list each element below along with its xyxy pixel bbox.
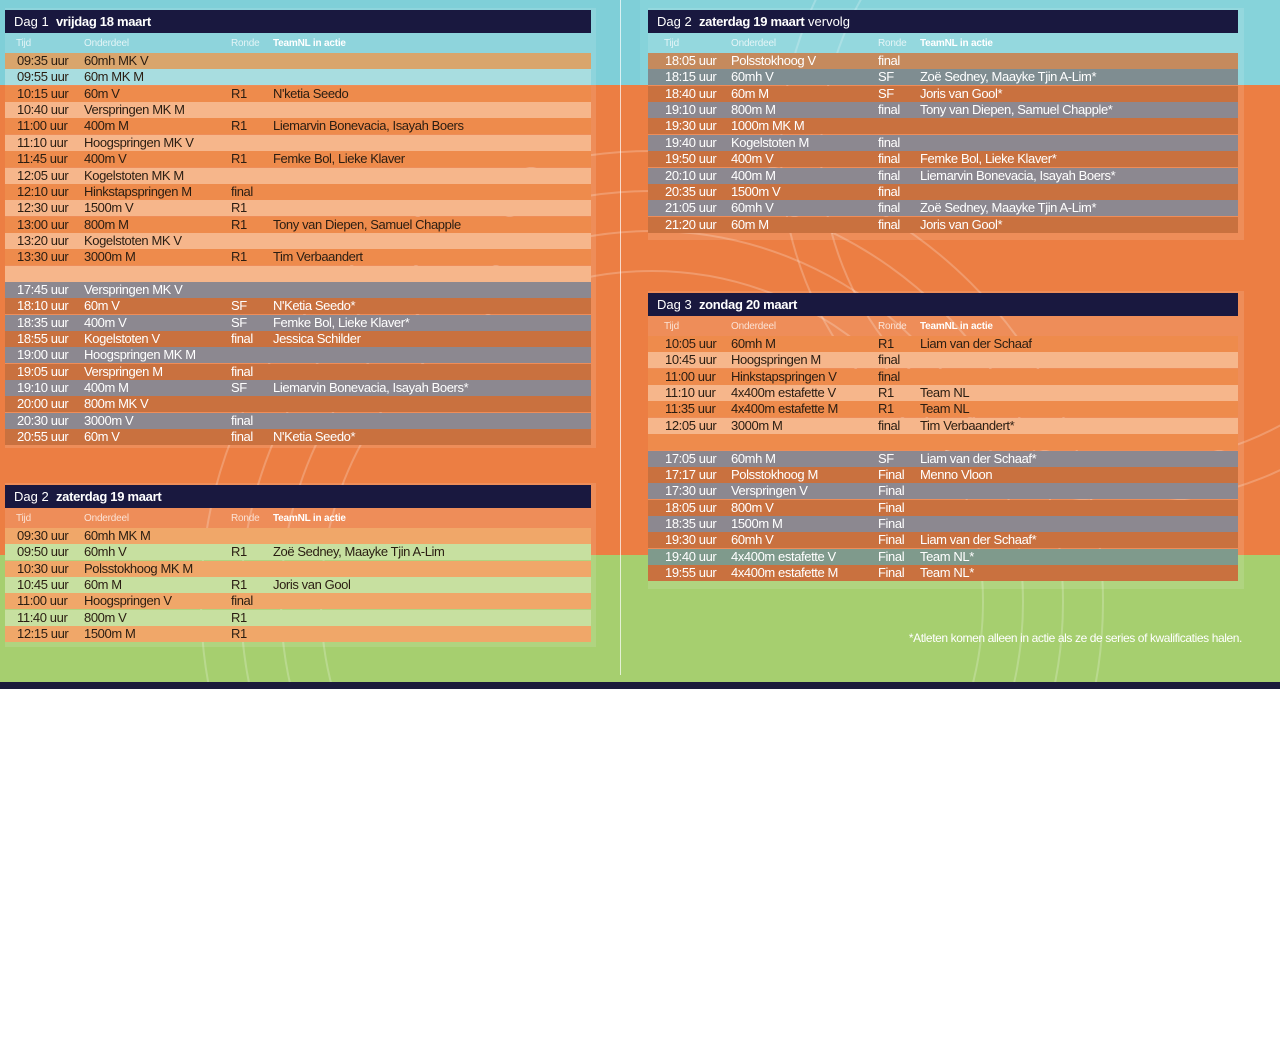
day-title: zondag 20 maart [698,297,798,312]
cell-time: 19:00 uur [17,347,69,363]
cell-event: 60mh V [731,200,774,216]
cell-team: Joris van Gool* [920,85,1003,101]
cell-time: 11:10 uur [17,134,68,150]
cell-team: Team NL* [920,548,974,564]
table-row [5,266,591,282]
cell-time: 09:55 uur [17,69,69,85]
table-row [648,217,1238,233]
cell-round: final [878,352,900,368]
table-row [5,429,591,445]
table-row [5,233,591,249]
cell-round: final [231,363,253,379]
table-row [5,298,591,314]
cell-time: 18:10 uur [17,298,69,314]
table-row [5,151,591,167]
cell-time: 11:35 uur [665,401,716,417]
table-row [5,347,591,363]
cell-event: 400m V [84,151,127,167]
cell-event: 60m V [84,298,120,314]
day-suffix: vervolg [808,14,850,29]
column-head-event: Onderdeel [84,513,129,524]
cell-event: Hoogspringen M [731,352,821,368]
column-head-team: TeamNL in actie [920,321,993,332]
cell-event: 60mh V [731,532,774,548]
cell-time: 20:55 uur [17,429,69,445]
cell-round: final [231,593,253,609]
cell-event: 1500m M [731,515,783,531]
cell-time: 17:30 uur [665,483,717,499]
table-row [648,151,1238,167]
table-row [5,544,591,560]
table-row [5,396,591,412]
table-row [648,336,1238,352]
cell-team: Zoë Sedney, Maayke Tjin A-Lim [273,544,445,560]
cell-round: Final [878,532,905,548]
table-row [5,610,591,626]
cell-event: 800m V [731,499,774,515]
cell-round: R1 [231,609,247,625]
day-prefix: Dag 2 [14,489,49,504]
cell-event: Polsstokhoog MK M [84,560,193,576]
table-row [5,53,591,69]
cell-time: 10:30 uur [17,560,69,576]
cell-event: 1500m M [84,626,136,642]
cell-team: Liemarvin Bonevacia, Isayah Boers* [920,167,1116,183]
column-head-time: Tijd [16,513,31,524]
cell-time: 21:05 uur [665,200,717,216]
cell-time: 10:45 uur [17,577,69,593]
cell-round: final [878,102,900,118]
table-row [648,418,1238,434]
day-title: zaterdag 19 maart [698,14,805,29]
column-head-time: Tijd [664,38,679,49]
cell-time: 18:40 uur [665,85,717,101]
cell-round: Final [878,466,905,482]
cell-time: 21:20 uur [665,216,717,232]
page-divider [620,0,621,675]
cell-event: 60mh V [731,69,774,85]
cell-round: Final [878,483,905,499]
table-row [648,135,1238,151]
cell-time: 12:10 uur [17,183,69,199]
cell-round: R1 [231,216,247,232]
cell-time: 10:05 uur [665,336,717,351]
cell-event: Hoogspringen MK M [84,347,196,363]
table-row [648,385,1238,401]
cell-time: 11:10 uur [665,385,716,401]
column-head-round: Ronde [878,321,907,332]
cell-round: SF [878,85,894,101]
cell-round: final [231,429,253,445]
cell-team: Joris van Gool [273,577,351,593]
table-row [648,434,1238,450]
cell-round: R1 [878,336,894,351]
cell-time: 10:15 uur [17,85,69,101]
cell-round: Final [878,515,905,531]
table-row [5,118,591,134]
cell-time: 18:35 uur [665,515,717,531]
cell-team: Liam van der Schaaf* [920,532,1037,548]
cell-round: SF [231,298,247,314]
cell-round: final [878,167,900,183]
cell-time: 12:05 uur [665,417,717,433]
table-row [5,168,591,184]
day-prefix: Dag 3 [657,297,692,312]
cell-team: N'Ketia Seedo* [273,429,356,445]
cell-time: 11:00 uur [17,593,68,609]
table-row [648,549,1238,565]
cell-team: Jessica Schilder [273,331,361,346]
cell-round: final [231,331,253,346]
cell-event: 1500m V [84,200,134,216]
cell-team: Liam van der Schaaf* [920,450,1037,466]
column-head-round: Ronde [878,38,907,49]
table-row [648,53,1238,69]
cell-event: 3000m M [84,249,136,265]
cell-team: Femke Bol, Lieke Klaver [273,151,405,167]
table-row [5,217,591,233]
cell-time: 11:45 uur [17,151,68,167]
table-row [648,102,1238,118]
schedule-day3 [648,291,1244,589]
cell-round: SF [231,314,247,330]
cell-event: 60mh M [731,336,776,351]
cell-event: Kogelstoten MK V [84,232,182,248]
column-head-round: Ronde [231,513,260,524]
cell-round: Final [878,564,905,580]
cell-time: 09:35 uur [17,53,69,68]
table-row [5,593,591,609]
column-head-event: Onderdeel [84,38,129,49]
cell-event: Hinkstapspringen V [731,368,837,384]
cell-team: Tony van Diepen, Samuel Chapple [273,216,461,232]
cell-round: Final [878,499,905,515]
cell-round: final [878,183,900,199]
cell-event: 4x400m estafette V [731,548,836,564]
column-head-time: Tijd [664,321,679,332]
cell-round: final [878,368,900,384]
table-row [648,369,1238,385]
table-row [648,184,1238,200]
cell-event: 800m V [84,609,127,625]
table-row [648,118,1238,134]
table-row [5,69,591,85]
cell-time: 19:30 uur [665,118,717,134]
cell-team: Team NL* [920,564,974,580]
cell-round: final [231,412,253,428]
cell-team: N'ketia Seedo [273,85,349,101]
cell-event: Kogelstoten M [731,134,809,150]
schedule-day2-continued [648,8,1244,240]
table-row [5,315,591,331]
cell-time: 18:55 uur [17,331,69,346]
cell-event: 400m M [84,118,129,134]
cell-event: Verspringen M [84,363,163,379]
cell-time: 19:10 uur [665,102,717,118]
table-row [5,331,591,347]
cell-team: Liemarvin Bonevacia, Isayah Boers [273,118,464,134]
cell-event: 60m M [84,577,122,593]
cell-time: 18:05 uur [665,53,717,68]
cell-time: 19:50 uur [665,151,717,167]
cell-round: R1 [231,85,247,101]
cell-team: Menno Vloon [920,466,993,482]
cell-event: Verspringen V [731,483,808,499]
cell-time: 18:15 uur [665,69,717,85]
cell-time: 10:40 uur [17,102,69,118]
cell-time: 17:17 uur [665,466,717,482]
cell-round: final [878,134,900,150]
cell-time: 12:05 uur [17,167,69,183]
cell-time: 19:10 uur [17,380,69,395]
cell-time: 13:20 uur [17,232,69,248]
table-row [648,532,1238,548]
day-header [648,293,1238,316]
schedule-day2 [5,483,596,647]
cell-team: Tim Verbaandert [273,249,363,265]
day-title: zaterdag 19 maart [55,489,162,504]
cell-event: 60mh V [84,544,127,560]
cell-team: N'Ketia Seedo* [273,298,356,314]
cell-time: 10:45 uur [665,352,717,368]
cell-event: Polsstokhoog V [731,53,816,68]
cell-time: 17:45 uur [17,281,69,297]
cell-round: R1 [231,626,247,642]
cell-event: 60m V [84,429,120,445]
cell-event: 60m V [84,85,120,101]
cell-round: Final [878,548,905,564]
cell-round: final [878,151,900,167]
cell-round: R1 [231,544,247,560]
cell-event: 60m M [731,216,769,232]
cell-time: 18:05 uur [665,499,717,515]
cell-round: R1 [878,401,894,417]
cell-time: 13:00 uur [17,216,69,232]
cell-round: R1 [231,200,247,216]
table-row [648,200,1238,216]
cell-event: Kogelstoten V [84,331,160,346]
day-header [5,10,591,33]
cell-time: 12:15 uur [17,626,69,642]
column-head-team: TeamNL in actie [920,38,993,49]
cell-team: Zoë Sedney, Maayke Tjin A-Lim* [920,200,1097,216]
cell-event: 4x400m estafette M [731,401,838,417]
table-row [5,364,591,380]
cell-round: final [878,216,900,232]
cell-event: Verspringen MK V [84,281,183,297]
cell-time: 19:30 uur [665,532,717,548]
cell-event: 400m M [84,380,129,395]
cell-event: 1000m MK M [731,118,805,134]
cell-event: 400m V [84,314,127,330]
table-row [648,168,1238,184]
cell-round: SF [878,69,894,85]
column-head-time: Tijd [16,38,31,49]
day-prefix: Dag 1 [14,14,49,29]
cell-time: 09:30 uur [17,528,69,543]
cell-round: R1 [878,385,894,401]
footnote: *Atleten komen alleen in actie als ze de series of kwalificaties halen. [908,631,1242,645]
table-row [5,561,591,577]
cell-round: final [878,417,900,433]
table-row [648,467,1238,483]
cell-time: 12:30 uur [17,200,69,216]
table-row [5,200,591,216]
column-head-team: TeamNL in actie [273,513,346,524]
column-head-event: Onderdeel [731,38,776,49]
table-row [648,401,1238,417]
table-row [648,451,1238,467]
cell-time: 09:50 uur [17,544,69,560]
cell-team: Team NL [920,401,970,417]
cell-event: 3000m M [731,417,783,433]
cell-time: 11:40 uur [17,609,68,625]
column-head-event: Onderdeel [731,321,776,332]
cell-team: Team NL [920,385,970,401]
cell-round: R1 [231,249,247,265]
table-row [5,528,591,544]
cell-event: Hoogspringen MK V [84,134,194,150]
table-row [5,135,591,151]
table-row [5,249,591,265]
cell-time: 19:40 uur [665,134,717,150]
column-head-round: Ronde [231,38,260,49]
cell-time: 20:30 uur [17,412,69,428]
cell-event: 800m M [731,102,776,118]
day-header [5,485,591,508]
table-row [648,483,1238,499]
cell-event: 60m MK M [84,69,144,85]
cell-round: R1 [231,577,247,593]
cell-event: Hinkstapspringen M [84,183,192,199]
cell-time: 19:55 uur [665,564,717,580]
cell-team: Tony van Diepen, Samuel Chapple* [920,102,1113,118]
cell-round: SF [231,380,247,395]
table-row [5,413,591,429]
cell-time: 11:00 uur [665,368,716,384]
table-row [5,577,591,593]
table-row [5,380,591,396]
cell-round: final [231,183,253,199]
cell-time: 17:05 uur [665,450,717,466]
cell-event: 3000m V [84,412,134,428]
cell-round: SF [878,450,894,466]
cell-round: final [878,53,900,68]
cell-event: 800m M [84,216,129,232]
cell-event: 4x400m estafette V [731,385,836,401]
cell-event: 60mh MK V [84,53,149,68]
cell-event: Kogelstoten MK M [84,167,184,183]
cell-time: 20:00 uur [17,396,69,412]
day-header [648,10,1238,33]
bottom-bar [0,682,1280,689]
cell-team: Liam van der Schaaf [920,336,1032,351]
cell-time: 20:35 uur [665,183,717,199]
cell-event: 1500m V [731,183,781,199]
cell-round: R1 [231,151,247,167]
cell-event: Verspringen MK M [84,102,185,118]
table-row [648,352,1238,368]
table-row [5,626,591,642]
table-row [5,102,591,118]
schedule-day1 [5,8,596,448]
cell-time: 18:35 uur [17,314,69,330]
day-prefix: Dag 2 [657,14,692,29]
cell-event: 60m M [731,85,769,101]
day-title: vrijdag 18 maart [55,14,151,29]
column-head-team: TeamNL in actie [273,38,346,49]
cell-event: Hoogspringen V [84,593,172,609]
cell-team: Femke Bol, Lieke Klaver* [920,151,1057,167]
cell-team: Femke Bol, Lieke Klaver* [273,314,410,330]
table-row [648,500,1238,516]
cell-time: 13:30 uur [17,249,69,265]
cell-event: 60mh M [731,450,776,466]
cell-event: 400m V [731,151,774,167]
cell-time: 19:05 uur [17,363,69,379]
cell-event: 800m MK V [84,396,149,412]
cell-event: 4x400m estafette M [731,564,838,580]
table-row [648,86,1238,102]
cell-team: Joris van Gool* [920,216,1003,232]
table-row [5,282,591,298]
table-row [5,184,591,200]
cell-event: 400m M [731,167,776,183]
table-row [648,69,1238,85]
table-row [648,516,1238,532]
table-row [648,565,1238,581]
cell-time: 19:40 uur [665,548,717,564]
cell-time: 20:10 uur [665,167,717,183]
table-row [5,86,591,102]
cell-round: R1 [231,118,247,134]
cell-round: final [878,200,900,216]
cell-event: Polsstokhoog M [731,466,818,482]
cell-team: Zoë Sedney, Maayke Tjin A-Lim* [920,69,1097,85]
cell-time: 11:00 uur [17,118,68,134]
cell-team: Liemarvin Bonevacia, Isayah Boers* [273,380,469,395]
cell-event: 60mh MK M [84,528,151,543]
cell-team: Tim Verbaandert* [920,417,1015,433]
